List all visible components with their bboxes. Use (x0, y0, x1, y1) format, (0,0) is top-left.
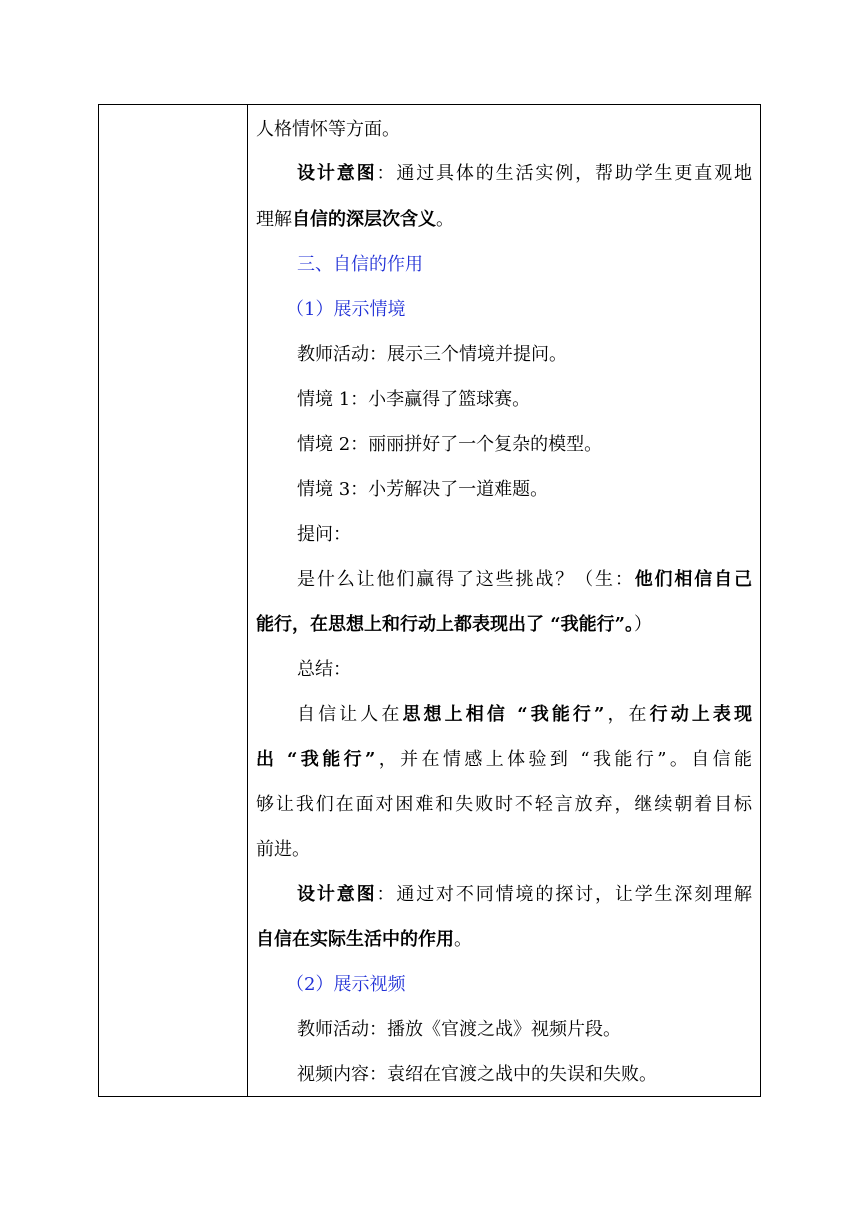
text-line: 情境 1：小李赢得了篮球赛。 (297, 389, 531, 410)
text-line: 理解自信的深层次含义。 (256, 209, 454, 230)
text-line: 能行，在思想上和行动上都表现出了 “我能行”。） (256, 614, 652, 635)
subsection-heading: （2）展示视频 (286, 974, 406, 995)
text-line: 情境 2：丽丽拼好了一个复杂的模型。 (297, 434, 603, 455)
section-heading: 三、自信的作用 (297, 254, 423, 275)
text-line: 视频内容：袁绍在官渡之战中的失误和失败。 (297, 1064, 657, 1085)
subsection-heading: （1）展示情境 (286, 299, 406, 320)
text-line: 前进。 (256, 839, 310, 860)
design-intent-line: 设计意图：通过具体的生活实例，帮助学生更直观地 (297, 163, 753, 184)
lesson-table (98, 104, 761, 1097)
text-line: 情境 3：小芳解决了一道难题。 (297, 479, 549, 500)
text-line: 教师活动：展示三个情境并提问。 (297, 344, 567, 365)
text-line: 提问： (297, 524, 351, 545)
text-line: 教师活动：播放《官渡之战》视频片段。 (297, 1019, 621, 1040)
text-line: 自信让人在思想上相信 “我能行”，在行动上表现 (297, 704, 753, 725)
text-line: 出 “我能行”，并在情感上体验到 “我能行”。自信能 (256, 749, 753, 770)
text-line: 人格情怀等方面。 (256, 119, 400, 140)
text-line: 够让我们在面对困难和失败时不轻言放弃，继续朝着目标 (256, 794, 752, 815)
text-line: 总结： (297, 659, 351, 680)
design-intent-line: 设计意图：通过对不同情境的探讨，让学生深刻理解 (297, 884, 753, 905)
text-line: 自信在实际生活中的作用。 (256, 929, 472, 950)
left-column-cell (99, 105, 248, 1096)
text-line: 是什么让他们赢得了这些挑战？（生：他们相信自己 (297, 569, 753, 590)
right-column-cell (248, 105, 760, 1096)
